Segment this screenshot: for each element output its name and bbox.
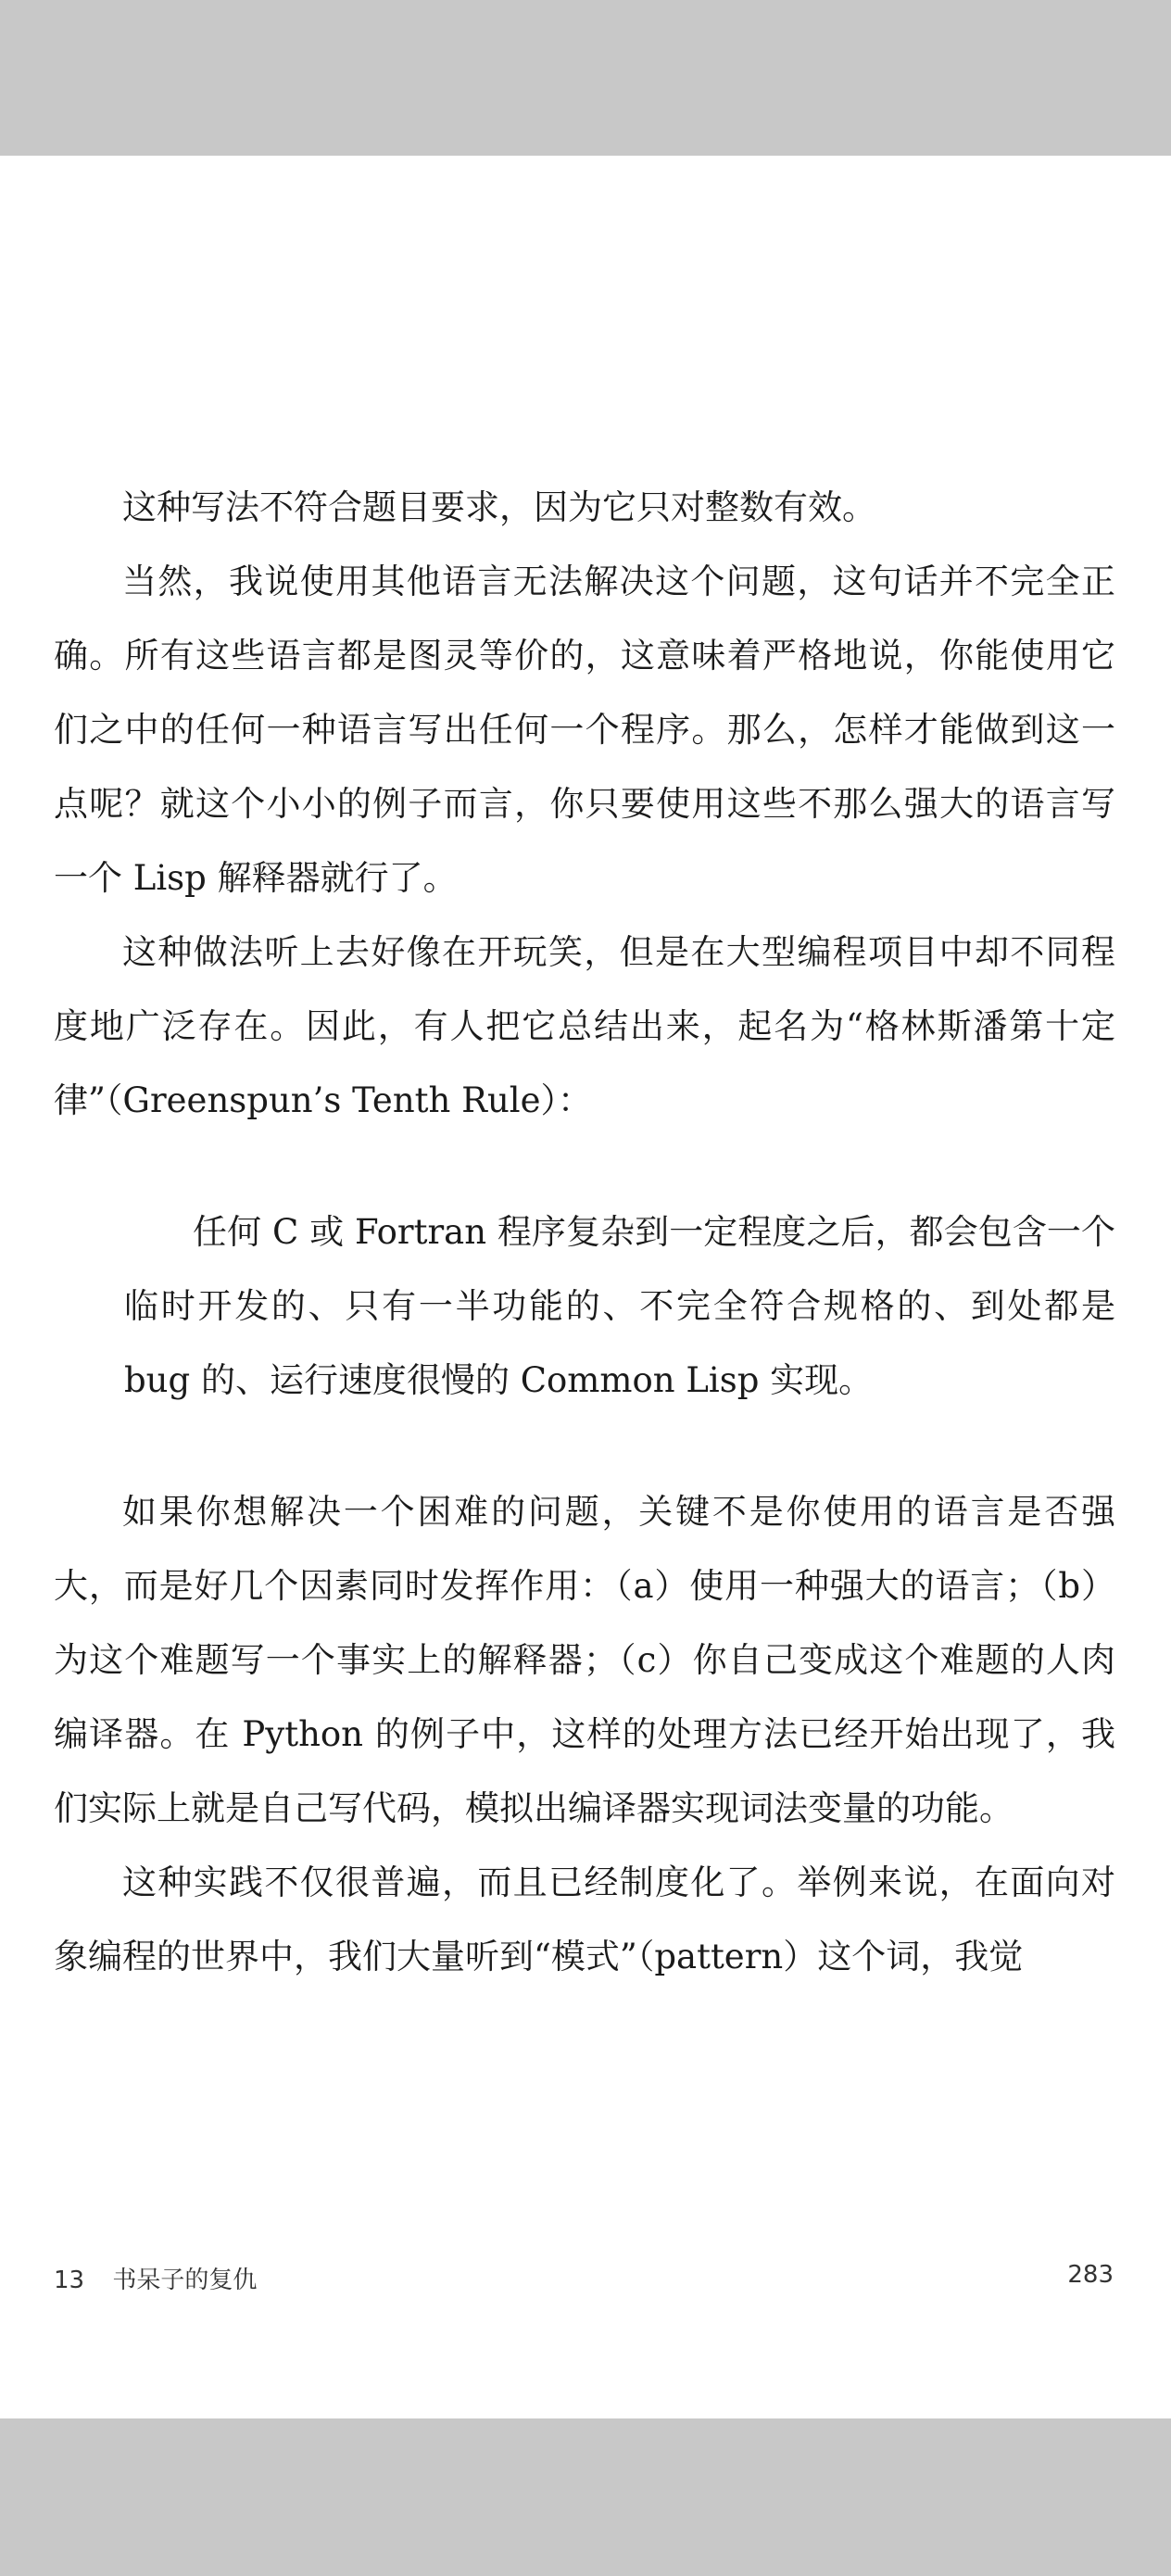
paragraph-1: 这种写法不符合题目要求，因为它只对整数有效。 [122,487,876,527]
chapter-title: 书呆子的复仇 [112,2267,258,2294]
bottom-bar [0,2418,1171,2576]
page-number: 283 [1067,2261,1114,2289]
running-footer-chapter [54,2261,257,2295]
paragraph-4: 如果你想解决一个困难的问题，关键不是你使用的语言是否强大，而是好几个因素同时发挥作用：（a）使用一种强大的语言；（b）为这个难题写一个事实上的解释器；（c）你自己变成这个难题的人肉编译器。在 Python 的例子中，这样的处理方法已经开始出现了，我们实际上就是自己写代码，模拟出编译器实现词法变量的功能。 [54,1492,1115,1828]
paragraph-5: 这种实践不仅很普遍，而且已经制度化了。举例来说，在面向对象编程的世界中，我们大量听到“模式”（pattern）这个词，我觉 [54,1863,1115,1976]
page-body [54,471,1115,1994]
block-quote: 任何 C 或 Fortran 程序复杂到一定程度之后，都会包含一个临时开发的、只有一半功能的、不完全符合规格的、到处都是 bug 的、运行速度很慢的 Common Lisp 实现。 [124,1212,1115,1400]
paragraph-3: 这种做法听上去好像在开玩笑，但是在大型编程项目中却不同程度地广泛存在。因此，有人把它总结出来，起名为“格林斯潘第十定律”（Greenspun’s Tenth Rule）： [54,932,1115,1120]
chapter-number: 13 [54,2267,85,2294]
paragraph-2: 当然，我说使用其他语言无法解决这个问题，这句话并不完全正确。所有这些语言都是图灵等价的，这意味着严格地说，你能使用它们之中的任何一种语言写出任何一个程序。那么，怎样才能做到这一点呢？就这个小小的例子而言，你只要使用这些不那么强大的语言写一个 Lisp 解释器就行了。 [54,562,1115,898]
top-bar [0,0,1171,156]
